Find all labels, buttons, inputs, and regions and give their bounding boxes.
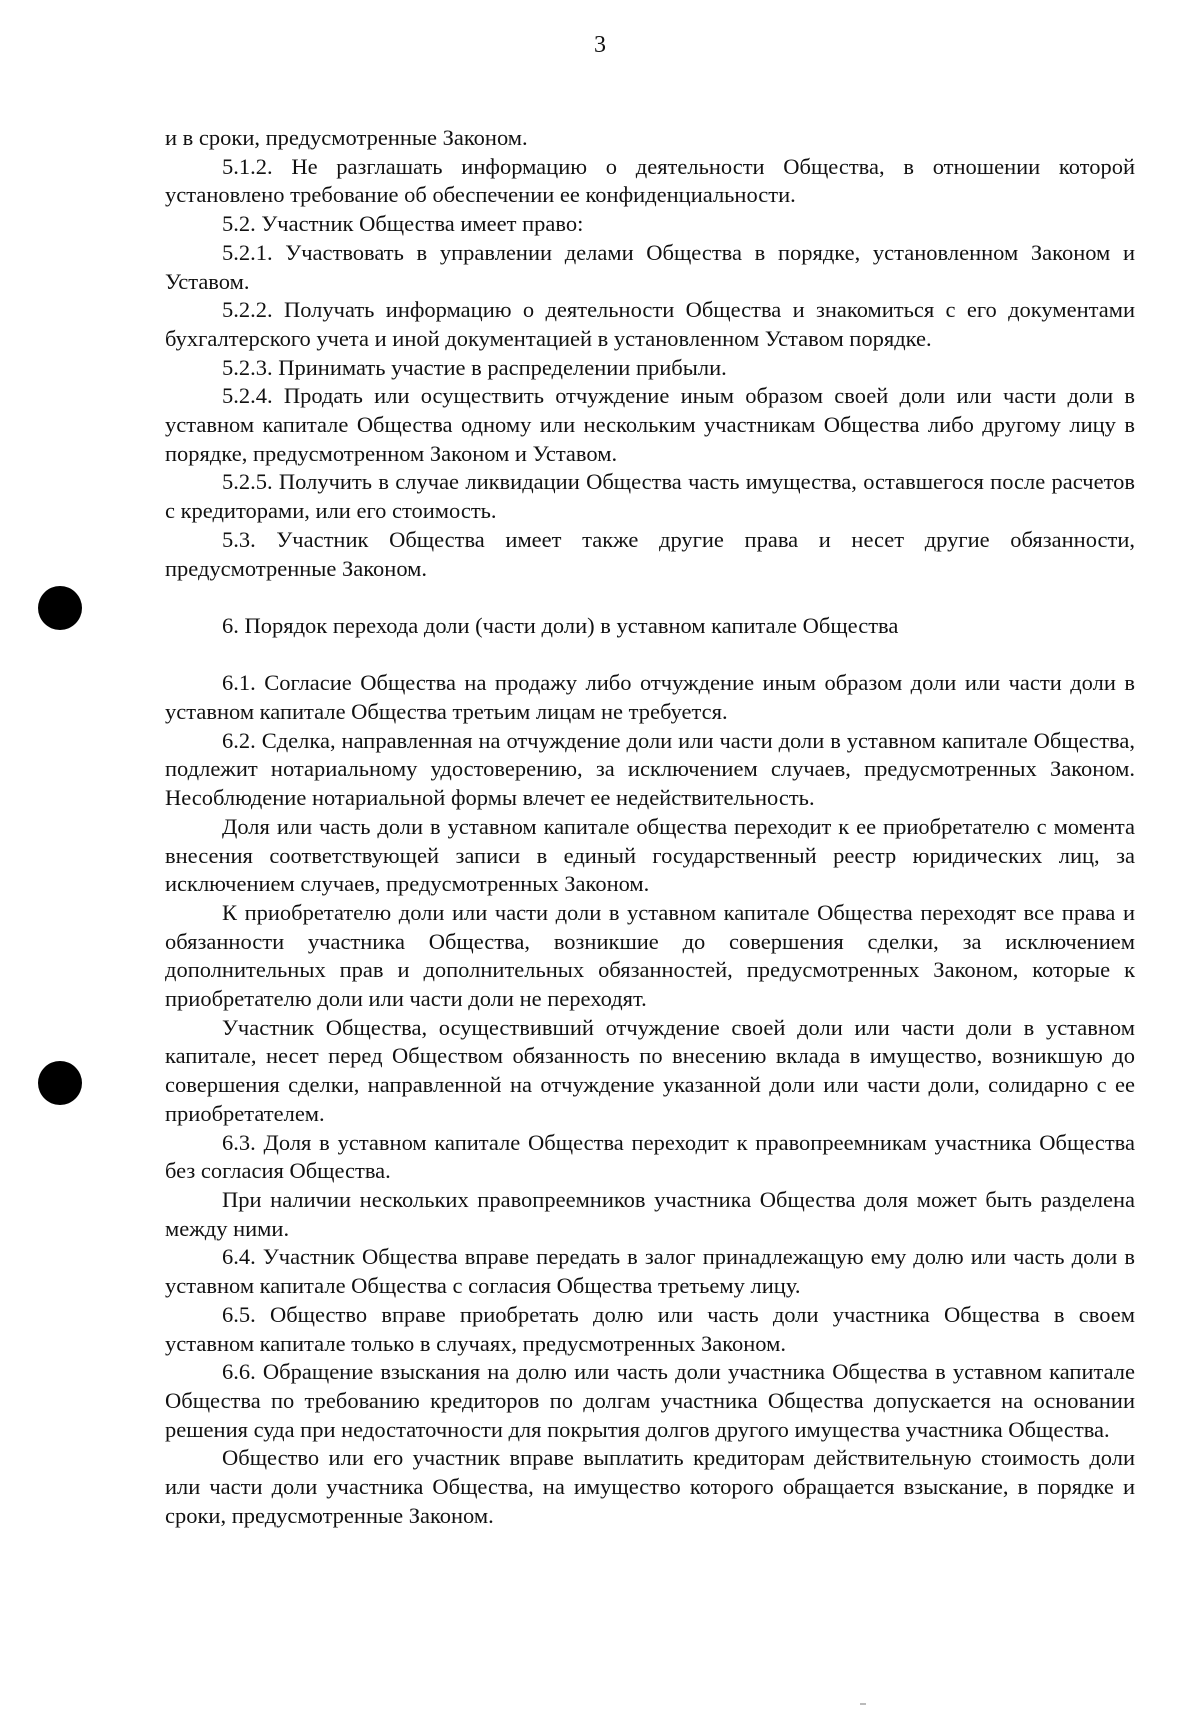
document-body xyxy=(165,124,1135,1530)
paragraph-6-5: 6.5. Общество вправе приобретать долю или часть доли участника Общества в своем уставном капитале только в случаях, предусмотренных Законом. xyxy=(165,1301,1135,1356)
paragraph-5-2-5: 5.2.5. Получить в случае ликвидации Общества часть имущества, оставшегося после расчетов с кредиторами, или его стоимость. xyxy=(165,469,1135,524)
paragraph-6-2-a: Доля или часть доли в уставном капитале общества переходит к ее приобретателю с момента внесения соответствующей записи в единый государственный реестр юридических лиц, за исключением случаев, предусмотренных Законом. xyxy=(165,813,1135,897)
paragraph-6-2-c: Участник Общества, осуществивший отчуждение своей доли или части доли в уставном капитале, несет перед Обществом обязанность по внесению вклада в имущество, возникшую до совершения сделки, направленной на отчуждение указанной доли или части доли, солидарно с ее приобретателем. xyxy=(165,1014,1135,1126)
paragraph-5-2: 5.2. Участник Общества имеет право: xyxy=(222,211,584,237)
punch-hole-icon xyxy=(38,586,82,630)
paragraph-6-6-a: Общество или его участник вправе выплатить кредиторам действительную стоимость доли или части доли участника Общества, на имущество которого обращается взыскание, в порядке и сроки, предусмотренные Законом. xyxy=(165,1445,1135,1528)
page-number: 3 xyxy=(594,32,606,58)
paragraph-6-1: 6.1. Согласие Общества на продажу либо отчуждение иным образом доли или части доли в уставном капитале Общества третьим лицам не требуется. xyxy=(165,670,1135,725)
paragraph-6-3-a: При наличии нескольких правопреемников участника Общества доля может быть разделена между ними. xyxy=(165,1186,1135,1241)
punch-hole-icon xyxy=(38,1061,82,1105)
paragraph-5-3: 5.3. Участник Общества имеет также другие права и несет другие обязанности, предусмотренные Законом. xyxy=(165,526,1135,581)
paragraph-5-2-3: 5.2.3. Принимать участие в распределении прибыли. xyxy=(222,354,727,380)
paragraph-6-2: 6.2. Сделка, направленная на отчуждение доли или части доли в уставном капитале Общества, подлежит нотариальному удостоверению, за исключением случаев, предусмотренных Законом. Несоблюдение нотариальной формы влечет ее недействительность. xyxy=(165,727,1135,811)
paragraph-5-1-2: 5.1.2. Не разглашать информацию о деятельности Общества, в отношении которой установлено требование об обеспечении ее конфиденциальности. xyxy=(165,153,1135,208)
paragraph-5-2-1: 5.2.1. Участвовать в управлении делами Общества в порядке, установленном Законом и Уставом. xyxy=(165,239,1135,294)
section-6-title: 6. Порядок перехода доли (части доли) в уставном капитале Общества xyxy=(222,612,899,638)
paragraph-6-3: 6.3. Доля в уставном капитале Общества переходит к правопреемникам участника Общества без согласия Общества. xyxy=(165,1129,1135,1184)
paragraph-5-2-4: 5.2.4. Продать или осуществить отчуждение иным образом своей доли или части доли в уставном капитале Общества одному или нескольким участникам Общества либо другому лицу в порядке, предусмотренном Законом и Уставом. xyxy=(165,383,1135,466)
paragraph-6-2-b: К приобретателю доли или части доли в уставном капитале Общества переходят все права и обязанности участника Общества, возникшие до совершения сделки, за исключением дополнительных прав и дополнительных обязанностей, предусмотренных Законом, которые к приобретателю доли или части доли не переходят. xyxy=(165,899,1135,1012)
scan-speck xyxy=(860,1703,866,1705)
paragraph-continuation: и в сроки, предусмотренные Законом. xyxy=(165,125,528,150)
paragraph-6-4: 6.4. Участник Общества вправе передать в залог принадлежащую ему долю или часть доли в уставном капитале Общества с согласия Общества третьему лицу. xyxy=(165,1244,1135,1299)
paragraph-5-2-2: 5.2.2. Получать информацию о деятельности Общества и знакомиться с его документами бухгалтерского учета и иной документацией в установленном Уставом порядке. xyxy=(165,297,1135,351)
paragraph-6-6: 6.6. Обращение взыскания на долю или часть доли участника Общества в уставном капитале Общества по требованию кредиторов по долгам участника Общества допускается на основании решения суда при недостаточности для покрытия долгов другого имущества участника Общества. xyxy=(165,1359,1135,1442)
